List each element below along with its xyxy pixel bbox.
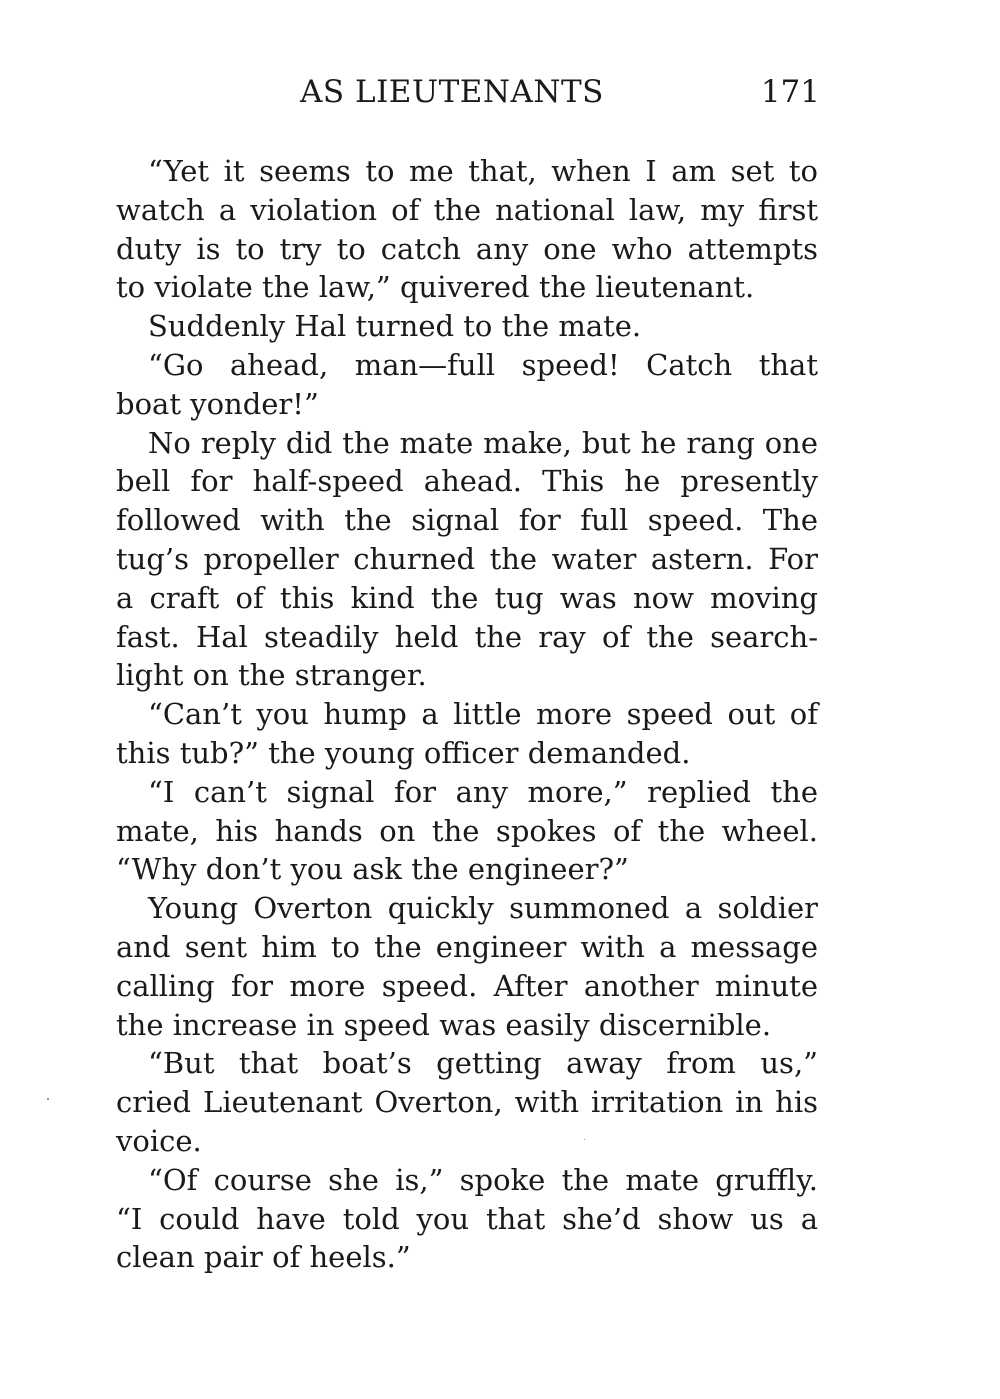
text-line: bell for half-speed ahead. This he presently [116, 464, 818, 499]
text-line: duty is to try to catch any one who attempts [116, 231, 818, 266]
text-line: Young Overton quickly summoned a soldier [148, 891, 818, 926]
text-line: boat yonder!” [116, 386, 319, 421]
text-line: watch a violation of the national law, my first [116, 192, 818, 227]
text-line: “Of course she is,” spoke the mate gruffly. [148, 1162, 818, 1197]
text-line: “Yet it seems to me that, when I am set to [148, 154, 818, 188]
text-line: tug’s propeller churned the water astern. For [116, 541, 818, 576]
text-line: followed with the signal for full speed. The [116, 503, 818, 538]
text-line: voice. [116, 1123, 202, 1158]
text-line: “Why don’t you ask the engineer?” [116, 852, 629, 887]
text-line: “I can’t signal for any more,” replied the [148, 774, 818, 809]
running-title: AS LIEUTENANTS [300, 74, 604, 110]
text-line: “But that boat’s getting away from us,” [148, 1046, 818, 1081]
text-line: Suddenly Hal turned to the mate. [148, 309, 642, 344]
text-line: clean pair of heels.” [116, 1240, 411, 1275]
text-line: calling for more speed. After another minute [116, 968, 818, 1003]
text-line: light on the stranger. [116, 658, 427, 693]
text-line: “Can’t you hump a little more speed out of [148, 697, 818, 732]
text-line: a craft of this kind the tug was now moving [116, 580, 818, 615]
scan-speck [584, 1139, 585, 1140]
scan-speck [47, 1098, 49, 1100]
text-line: fast. Hal steadily held the ray of the search- [116, 619, 818, 654]
text-line: the increase in speed was easily discernible. [116, 1007, 772, 1042]
running-head [300, 72, 820, 112]
text-line: “Go ahead, man—full speed! Catch that [148, 347, 818, 382]
text-line: mate, his hands on the spokes of the wheel. [116, 813, 818, 848]
text-line: to violate the law,” quivered the lieutenant. [116, 270, 755, 305]
text-line: “I could have told you that she’d show us a [116, 1201, 818, 1236]
text-line: No reply did the mate make, but he rang one [148, 425, 818, 460]
text-line: cried Lieutenant Overton, with irritation in his [116, 1085, 818, 1120]
text-line: this tub?” the young officer demanded. [116, 735, 691, 770]
page-number: 171 [760, 74, 820, 110]
text-line: and sent him to the engineer with a message [116, 929, 818, 964]
body-text [116, 152, 818, 1277]
